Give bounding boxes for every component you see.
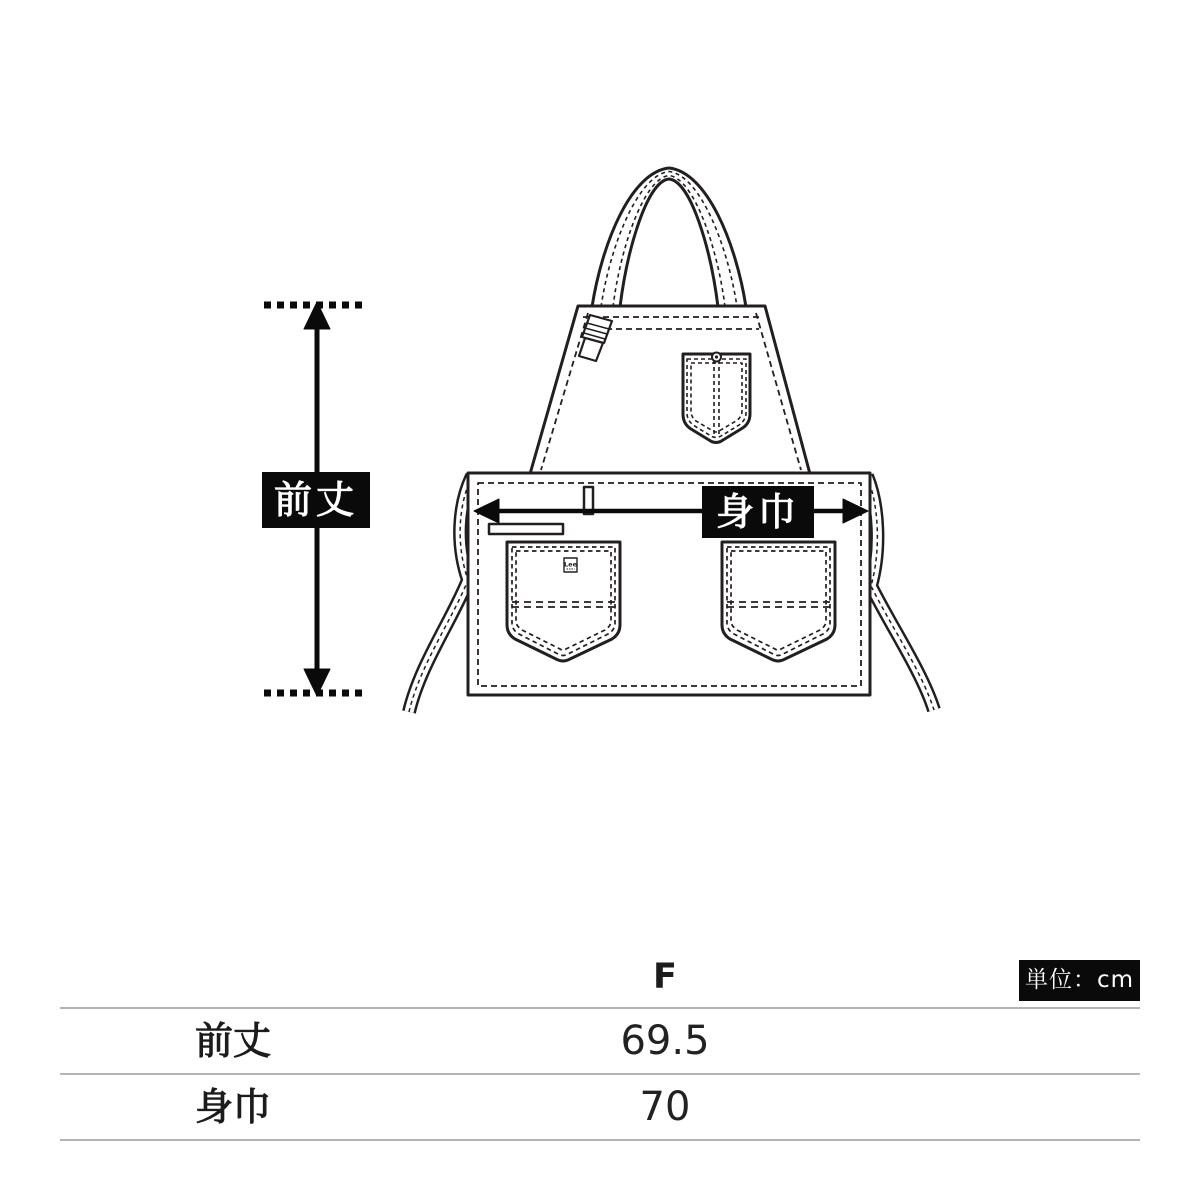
front-length-label: 前丈 bbox=[262, 472, 370, 528]
row-value: 69.5 bbox=[620, 1018, 710, 1064]
waist-tie-left bbox=[409, 476, 472, 712]
waist-tie-right bbox=[867, 476, 934, 710]
row-value: 70 bbox=[639, 1084, 691, 1130]
neck-strap bbox=[592, 168, 746, 307]
lee-brand-patch bbox=[564, 558, 578, 572]
table-divider bbox=[60, 1139, 1140, 1141]
size-column-header: F bbox=[653, 957, 677, 997]
bib-panel bbox=[530, 306, 810, 474]
svg-text:Lee: Lee bbox=[564, 560, 577, 569]
row-label: 前丈 bbox=[194, 1019, 271, 1063]
pen-slot bbox=[489, 524, 563, 534]
table-row bbox=[0, 1009, 1200, 1073]
right-pocket bbox=[722, 542, 835, 661]
body-width-label: 身巾 bbox=[702, 486, 814, 538]
row-label: 身巾 bbox=[194, 1085, 271, 1129]
table-row bbox=[0, 1075, 1200, 1139]
left-pocket bbox=[507, 542, 620, 661]
unit-badge: 単位：cm bbox=[1019, 960, 1140, 1001]
chest-pocket bbox=[683, 353, 750, 443]
